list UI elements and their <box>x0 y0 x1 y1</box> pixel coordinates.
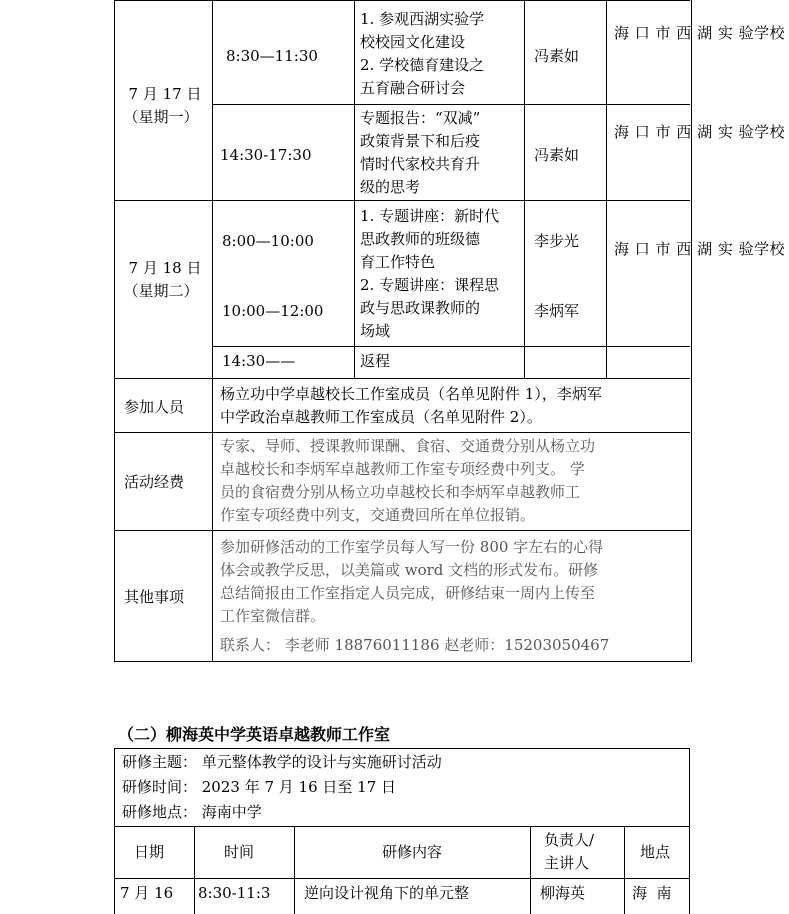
row1-time: 8:30-11:3 <box>198 884 271 902</box>
t2-col-divider <box>294 826 295 914</box>
t2-col-divider <box>530 826 531 914</box>
row1-person: 柳海英 <box>540 884 586 902</box>
funding-label: 活动经费 <box>124 473 185 491</box>
day2-weekday: （星期二） <box>123 282 199 300</box>
row-divider <box>114 200 690 201</box>
day1-slot1-person: 冯素如 <box>534 47 580 65</box>
col-divider <box>354 0 355 378</box>
day1-slot1-content: 1. 参观西湖实验学 校校园文化建设 2. 学校德育建设之 五育融合研讨会 <box>360 10 485 97</box>
day2-slot2-person: 李炳军 <box>534 302 580 320</box>
t2-border-top <box>114 748 690 749</box>
row1-content: 逆向设计视角下的单元整 <box>304 884 470 902</box>
row-divider <box>212 346 690 347</box>
participants-text: 杨立功中学卓越校长工作室成员（名单见附件 1），李炳军 中学政治卓越教师工作室成员（名单见附件 2）。 <box>220 385 602 426</box>
day2-slot3-content: 返程 <box>360 352 391 370</box>
table-border-top <box>114 0 690 1</box>
day1-date: 7 月 17 日 <box>128 85 202 103</box>
row-divider <box>212 104 690 105</box>
day1-slot1-time: 8:30—11:30 <box>226 47 318 65</box>
day1-weekday: （星期一） <box>123 108 199 126</box>
day2-slot3-time: 14:30—— <box>222 352 296 370</box>
section2-title: （二）柳海英中学英语卓越教师工作室 <box>118 725 391 744</box>
header-content: 研修内容 <box>382 843 443 861</box>
day1-slot2-content: 专题报告：“双减” 政策背景下和后疫 情时代家校共育升 级的思考 <box>360 109 481 196</box>
col-divider <box>212 0 213 662</box>
participants-label: 参加人员 <box>124 398 185 416</box>
header-time: 时间 <box>224 843 255 861</box>
row1-location: 海 南 <box>632 884 672 902</box>
day1-slot1-location: 海 口 市 西 湖 实 验学校 <box>614 24 786 42</box>
other-text: 参加研修活动的工作室学员每人写一份 800 字左右的心得 体会或教学反思，以美篇或 word 文档的形式发布。研修 总结简报由工作室指定人员完成，研修结束一周内上传至 工作室微信群。 <box>220 538 604 625</box>
day1-slot2-location: 海 口 市 西 湖 实 验学校 <box>614 123 786 141</box>
row-divider <box>114 530 690 531</box>
day1-slot2-time: 14:30-17:30 <box>220 146 312 164</box>
header-person: 负责人/ 主讲人 <box>544 831 595 872</box>
funding-text: 专家、导师、授课教师课酬、食宿、交通费分别从杨立功 卓越校长和李炳军卓越教师工作室专项经费中列支。 学 员的食宿费分别从杨立功卓越校长和李炳军卓越教师工 作室专项经费中列支，交通费回所在单位报销。 <box>220 437 596 524</box>
other-label: 其他事项 <box>124 588 185 606</box>
day2-slot2-time: 10:00—12:00 <box>222 302 324 320</box>
day2-content: 1. 专题讲座：新时代 思政教师的班级德 育工作特色 2. 专题讲座：课程思 政与思政课教师的 场域 <box>360 207 500 340</box>
contact-line: 联系人： 李老师 18876011186 赵老师：15203050467 <box>220 636 610 654</box>
row1-date: 7 月 16 <box>120 884 174 902</box>
col-divider <box>524 0 525 378</box>
section2-time: 研修时间： 2023 年 7 月 16 日至 17 日 <box>122 778 397 796</box>
col-divider <box>606 0 607 378</box>
t2-col-divider <box>194 826 195 914</box>
t2-row-divider <box>114 826 690 827</box>
row-divider <box>114 432 690 433</box>
day2-date: 7 月 18 日 <box>128 259 202 277</box>
day2-location: 海 口 市 西 湖 实 验学校 <box>614 240 786 258</box>
table-border-bottom <box>114 661 690 662</box>
row-divider <box>114 378 690 379</box>
header-date: 日期 <box>134 843 165 861</box>
day2-slot1-person: 李步光 <box>534 232 580 250</box>
day1-slot2-person: 冯素如 <box>534 146 580 164</box>
section2-place: 研修地点： 海南中学 <box>122 803 262 821</box>
t2-row-divider <box>114 878 690 879</box>
t2-border-right <box>689 748 690 914</box>
t2-border-left <box>114 748 115 914</box>
section2-theme: 研修主题： 单元整体教学的设计与实施研讨活动 <box>122 753 442 771</box>
header-location: 地点 <box>640 843 671 861</box>
day2-slot1-time: 8:00—10:00 <box>222 232 314 250</box>
